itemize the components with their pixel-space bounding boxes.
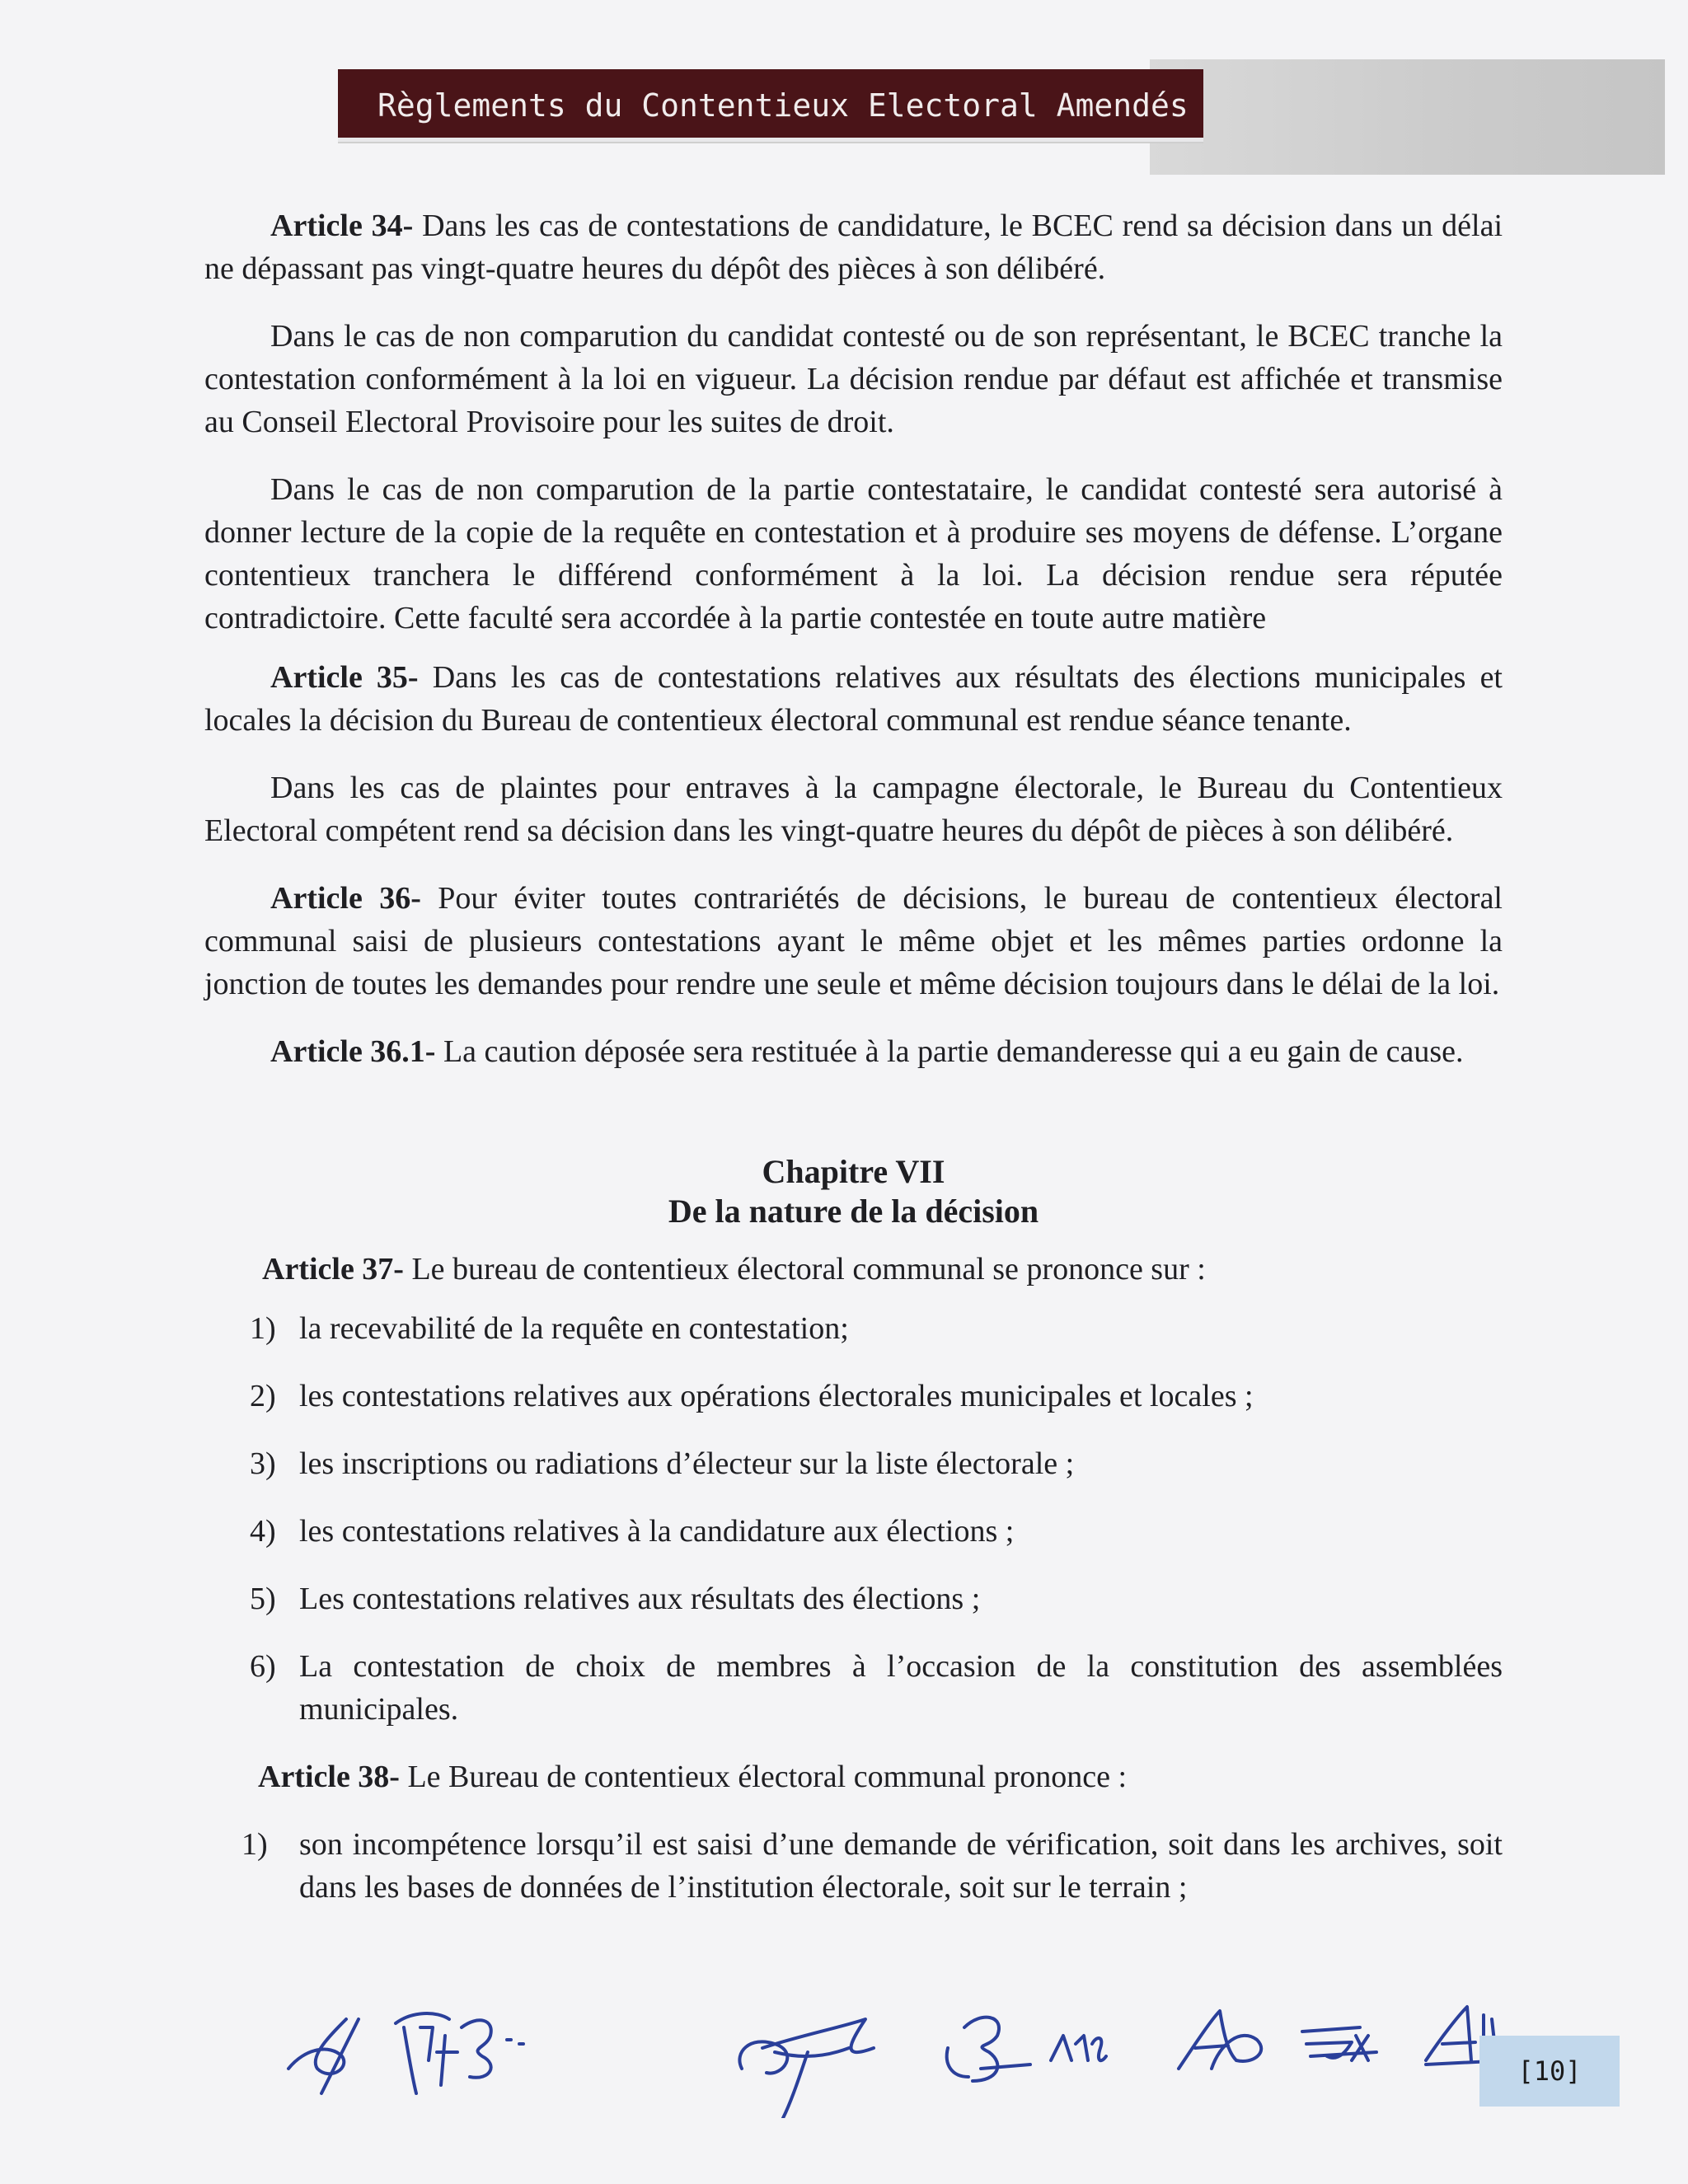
chapter-heading	[204, 1152, 1503, 1231]
list-item	[204, 1375, 1503, 1418]
article-38-label: Article 38-	[258, 1760, 400, 1794]
article-37-text: Le bureau de contentieux électoral communal se prononce sur :	[403, 1252, 1206, 1286]
list-item	[204, 1510, 1503, 1553]
header-gray-band	[1150, 59, 1665, 175]
signature-1	[288, 2019, 359, 2093]
signature-6	[1179, 2011, 1261, 2069]
list-item-text: son incompétence lorsqu’il est saisi d’une demande de vérification, soit dans les archives, soit dans les bases de données de l’institution électorale, soit sur le terrain ;	[299, 1827, 1503, 1905]
list-item	[204, 1307, 1503, 1350]
article-36-1-label: Article 36.1-	[270, 1034, 436, 1069]
list-item-number: 1)	[241, 1827, 268, 1862]
list-item	[204, 1823, 1503, 1909]
article-35-paragraph-2: Dans les cas de plaintes pour entraves à la campagne électorale, le Bureau du Contentieux Electoral compétent rend sa décision dans les vingt-quatre heures du dépôt de pièces à son délibéré.	[204, 771, 1503, 848]
article-34-paragraph-3: Dans le cas de non comparution de la partie contestataire, le candidat contesté sera autorisé à donner lecture de la copie de la requête en contestation et à produire ses moyens de défense. L’organe contentieux tranchera le différend conformément à la loi. La décision rendue sera réputée contradictoire. Cette faculté sera accordée à la partie contestée en toute autre matière	[204, 472, 1503, 635]
article-36-text: Pour éviter toutes contrariétés de décisions, le bureau de contentieux électoral communal saisi de plusieurs contestations ayant le même objet et les mêmes parties ordonne la jonction de toutes les demandes pour rendre une seule et même décision toujours dans le délai de la loi.	[204, 881, 1503, 1001]
article-38-text: Le Bureau de contentieux électoral communal prononce :	[399, 1760, 1128, 1794]
article-35-label: Article 35-	[270, 660, 419, 695]
signature-4	[947, 2018, 1030, 2081]
list-item-text: les contestations relatives aux opérations électorales municipales et locales ;	[299, 1379, 1254, 1413]
chapter-title: De la nature de la décision	[668, 1193, 1039, 1230]
article-37-label: Article 37-	[262, 1252, 404, 1286]
list-item-number: 5)	[250, 1582, 276, 1616]
article-35-text: Dans les cas de contestations relatives aux résultats des élections municipales et locales la décision du Bureau de contentieux électoral communal est rendue séance tenante.	[204, 660, 1503, 738]
list-item	[204, 1442, 1503, 1485]
list-item-text: les inscriptions ou radiations d’électeur sur la liste électorale ;	[299, 1446, 1075, 1481]
signature-5	[1051, 2036, 1106, 2060]
list-item-text: la recevabilité de la requête en contestation;	[299, 1311, 849, 1346]
page-number	[1479, 2036, 1620, 2107]
signature-7	[1302, 2027, 1376, 2060]
list-item-number: 4)	[250, 1514, 276, 1549]
article-36-1-paragraph	[204, 1030, 1503, 1073]
article-37-intro	[204, 1248, 1503, 1291]
signature-2	[396, 2013, 523, 2093]
article-36-paragraph-1	[204, 877, 1503, 1005]
list-item-text: les contestations relatives à la candidature aux élections ;	[299, 1514, 1015, 1549]
list-item-number: 2)	[250, 1379, 276, 1413]
article-34-label: Article 34-	[270, 209, 414, 243]
chapter-number: Chapitre VII	[762, 1153, 945, 1190]
article-36-1-text: La caution déposée sera restituée à la partie demanderesse qui a eu gain de cause.	[435, 1034, 1464, 1069]
article-34-text: Dans les cas de contestations de candidature, le BCEC rend sa décision dans un délai ne dépassant pas vingt-quatre heures du dépôt des pièces à son délibéré.	[204, 209, 1503, 286]
article-38-intro	[204, 1755, 1503, 1798]
list-item-number: 3)	[250, 1446, 276, 1481]
list-item-text: La contestation de choix de membres à l’occasion de la constitution des assemblées municipales.	[299, 1649, 1503, 1727]
document-body	[204, 204, 1503, 1909]
article-35-paragraph-1	[204, 656, 1503, 742]
list-item-text: Les contestations relatives aux résultats des élections ;	[299, 1582, 981, 1616]
article-34-paragraph-2: Dans le cas de non comparution du candidat contesté ou de son représentant, le BCEC tranche la contestation conformément à la loi en vigueur. La décision rendue par défaut est affichée et transmise au Conseil Electoral Provisoire pour les suites de droit.	[204, 319, 1503, 439]
article-36-label: Article 36-	[270, 881, 421, 916]
signature-3	[739, 2019, 874, 2118]
list-item	[204, 1645, 1503, 1731]
document-header	[338, 69, 1203, 142]
list-item-number: 1)	[250, 1311, 276, 1346]
list-item-number: 6)	[250, 1649, 276, 1684]
page-number-label: [10]	[1517, 2055, 1582, 2087]
list-item	[204, 1577, 1503, 1620]
article-37-list	[204, 1307, 1503, 1731]
handwritten-signatures	[272, 1970, 1688, 2118]
document-header-title: Règlements du Contentieux Electoral Amendés	[377, 87, 1189, 124]
article-38-list	[204, 1823, 1503, 1909]
article-34-paragraph-1	[204, 204, 1503, 290]
